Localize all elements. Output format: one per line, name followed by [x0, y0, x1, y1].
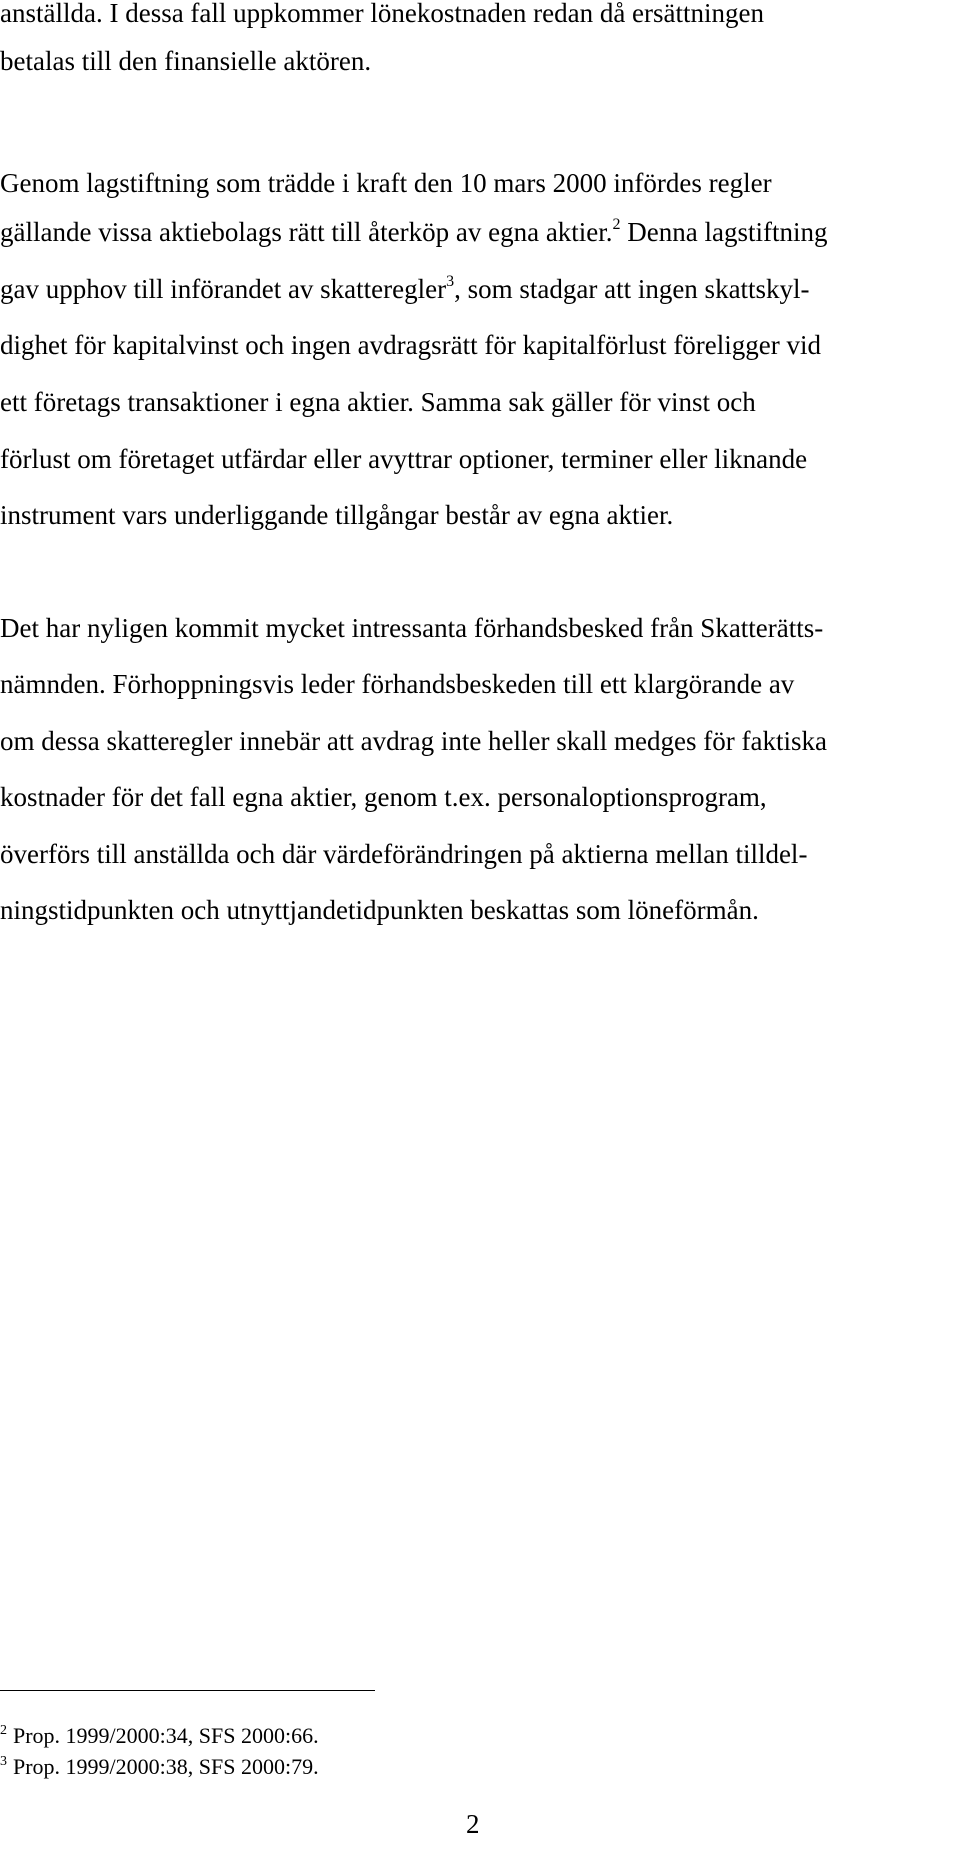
text-span: Genom lagstiftning som trädde i kraft den 10 mars 2000 infördes regler	[0, 168, 772, 198]
body-text-line	[0, 215, 828, 249]
text-span: gällande vissa aktiebolags rätt till återköp av egna aktier.	[0, 217, 613, 247]
body-text-line	[0, 166, 772, 200]
footnote-reference: 2	[612, 216, 621, 233]
footnote-divider	[0, 1690, 375, 1691]
body-text-line	[0, 272, 810, 306]
footnote-text: Prop. 1999/2000:34, SFS 2000:66.	[13, 1723, 319, 1748]
text-span: nämnden. Förhoppningsvis leder förhandsbeskeden till ett klargörande av	[0, 669, 795, 699]
body-text-line	[0, 385, 756, 419]
body-text-line	[0, 724, 827, 758]
page-number: 2	[466, 1809, 480, 1839]
text-span: Det har nyligen kommit mycket intressanta förhandsbesked från Skatterätts-	[0, 613, 824, 643]
text-span: förlust om företaget utfärdar eller avyttrar optioner, terminer eller liknande	[0, 444, 808, 474]
body-text-line	[0, 611, 823, 645]
text-span: anställda. I dessa fall uppkommer lönekostnaden redan då ersättningen	[0, 0, 765, 28]
text-span: överförs till anställda och där värdeförändringen på aktierna mellan tilldel-	[0, 839, 808, 869]
body-text-line	[0, 328, 821, 362]
body-text-line	[0, 837, 807, 871]
footnote-text: Prop. 1999/2000:38, SFS 2000:79.	[13, 1754, 319, 1779]
text-span: kostnader för det fall egna aktier, genom t.ex. personaloptionsprogram,	[0, 782, 767, 812]
body-text-line	[0, 780, 767, 814]
footnote	[0, 1753, 319, 1781]
body-text-line	[0, 0, 764, 30]
text-span: instrument vars underliggande tillgångar består av egna aktier.	[0, 500, 674, 530]
text-span: , som stadgar att ingen skattskyl-	[454, 274, 810, 304]
body-text-line	[0, 893, 759, 927]
footnote-mark: 3	[0, 1754, 7, 1769]
body-text-line	[0, 498, 673, 532]
text-span: dighet för kapitalvinst och ingen avdragsrätt för kapitalförlust föreligger vid	[0, 330, 822, 360]
footnote-reference: 3	[446, 273, 455, 290]
footnote	[0, 1722, 319, 1750]
text-span: Denna lagstiftning	[627, 217, 828, 247]
text-span: betalas till den finansielle aktören.	[0, 46, 372, 76]
text-span: om dessa skatteregler innebär att avdrag inte heller skall medges för faktiska	[0, 726, 827, 756]
body-text-line	[0, 442, 807, 476]
text-span: ett företags transaktioner i egna aktier. Samma sak gäller för vinst och	[0, 387, 756, 417]
text-span: ningstidpunkten och utnyttjandetidpunkten beskattas som löneförmån.	[0, 895, 759, 925]
body-text-line	[0, 667, 794, 701]
text-span: gav upphov till införandet av skatteregler	[0, 274, 447, 304]
footnote-mark: 2	[0, 1723, 7, 1738]
body-text-line	[0, 44, 371, 78]
